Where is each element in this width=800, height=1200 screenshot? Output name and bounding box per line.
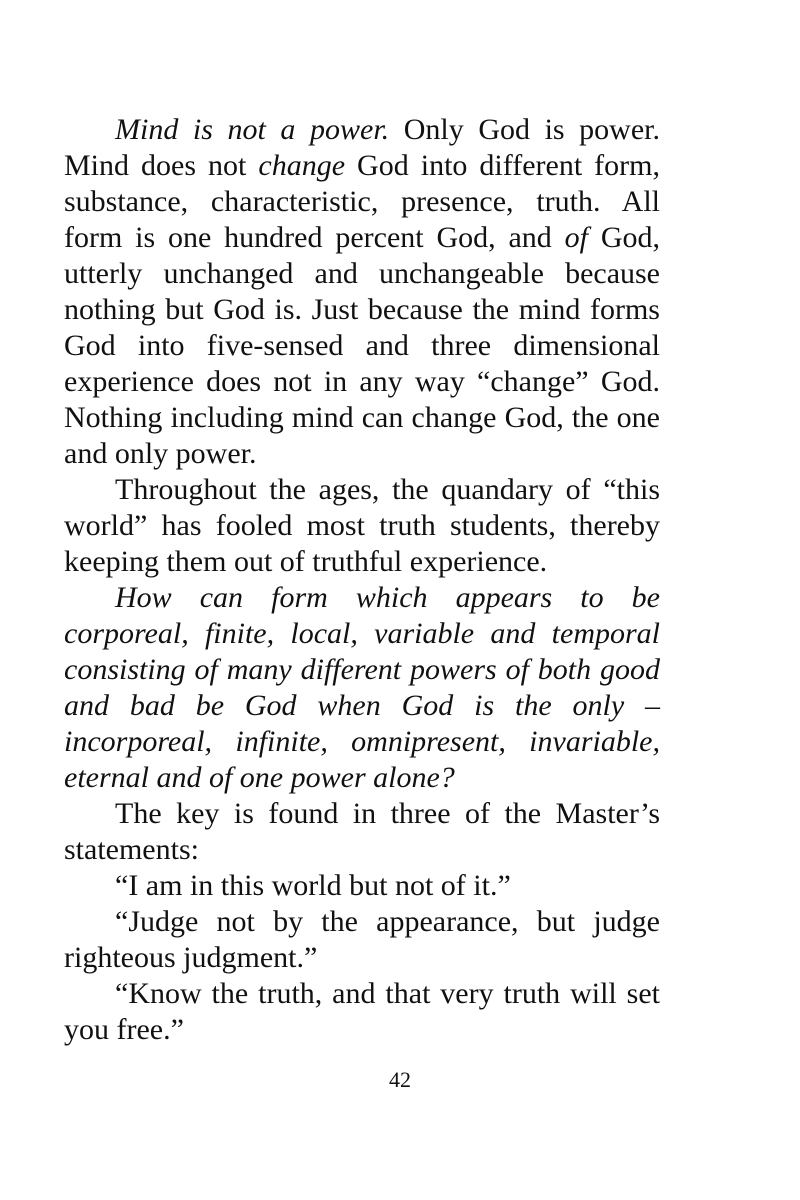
- text-segment: Throughout the ages, the quandary of “this world” has fooled most truth students, thereby keeping them out of truthful experience.: [64, 473, 660, 578]
- text-segment: Mind is not a power.: [115, 113, 390, 146]
- quote-in-this-world: [64, 868, 660, 904]
- text-segment: God, utterly unchanged and unchangeable because nothing but God is. Just because the mind forms God into five-sensed and three dimensional experience does not in any way “change” God. Nothing including mind can change God, the one and only power.: [64, 221, 660, 470]
- text-segment: The key is found in three of the Master’s statements:: [64, 797, 660, 866]
- text-segment: “Judge not by the appearance, but judge righteous judgment.”: [64, 905, 660, 974]
- page-body: [64, 112, 660, 1048]
- text-segment: “Know the truth, and that very truth will set you free.”: [64, 977, 660, 1046]
- text-segment: Only God is power. Mind does not: [64, 113, 660, 182]
- text-segment: change: [258, 149, 346, 182]
- quote-know-the-truth: [64, 976, 660, 1048]
- paragraph-throughout-the-ages: [64, 472, 660, 580]
- paragraph-the-key: [64, 796, 660, 868]
- paragraph-mind-is-not-a-power: [64, 112, 660, 472]
- paragraph-italic-question: [64, 580, 660, 796]
- text-segment: “I am in this world but not of it.”: [115, 869, 511, 902]
- quote-judge-not: [64, 904, 660, 976]
- text-segment: God into different form, substance, characteristic, presence, truth. All form is one hundred percent God, and: [64, 149, 660, 254]
- page-number: 42: [389, 1067, 411, 1092]
- text-segment: How can form which appears to be corporeal, finite, local, variable and temporal consisting of many different powers of both good and bad be God when God is the only – incorporeal, infinite, omnipresent, invariable, eternal and of one power alone?: [64, 581, 660, 794]
- text-segment: of: [564, 221, 588, 254]
